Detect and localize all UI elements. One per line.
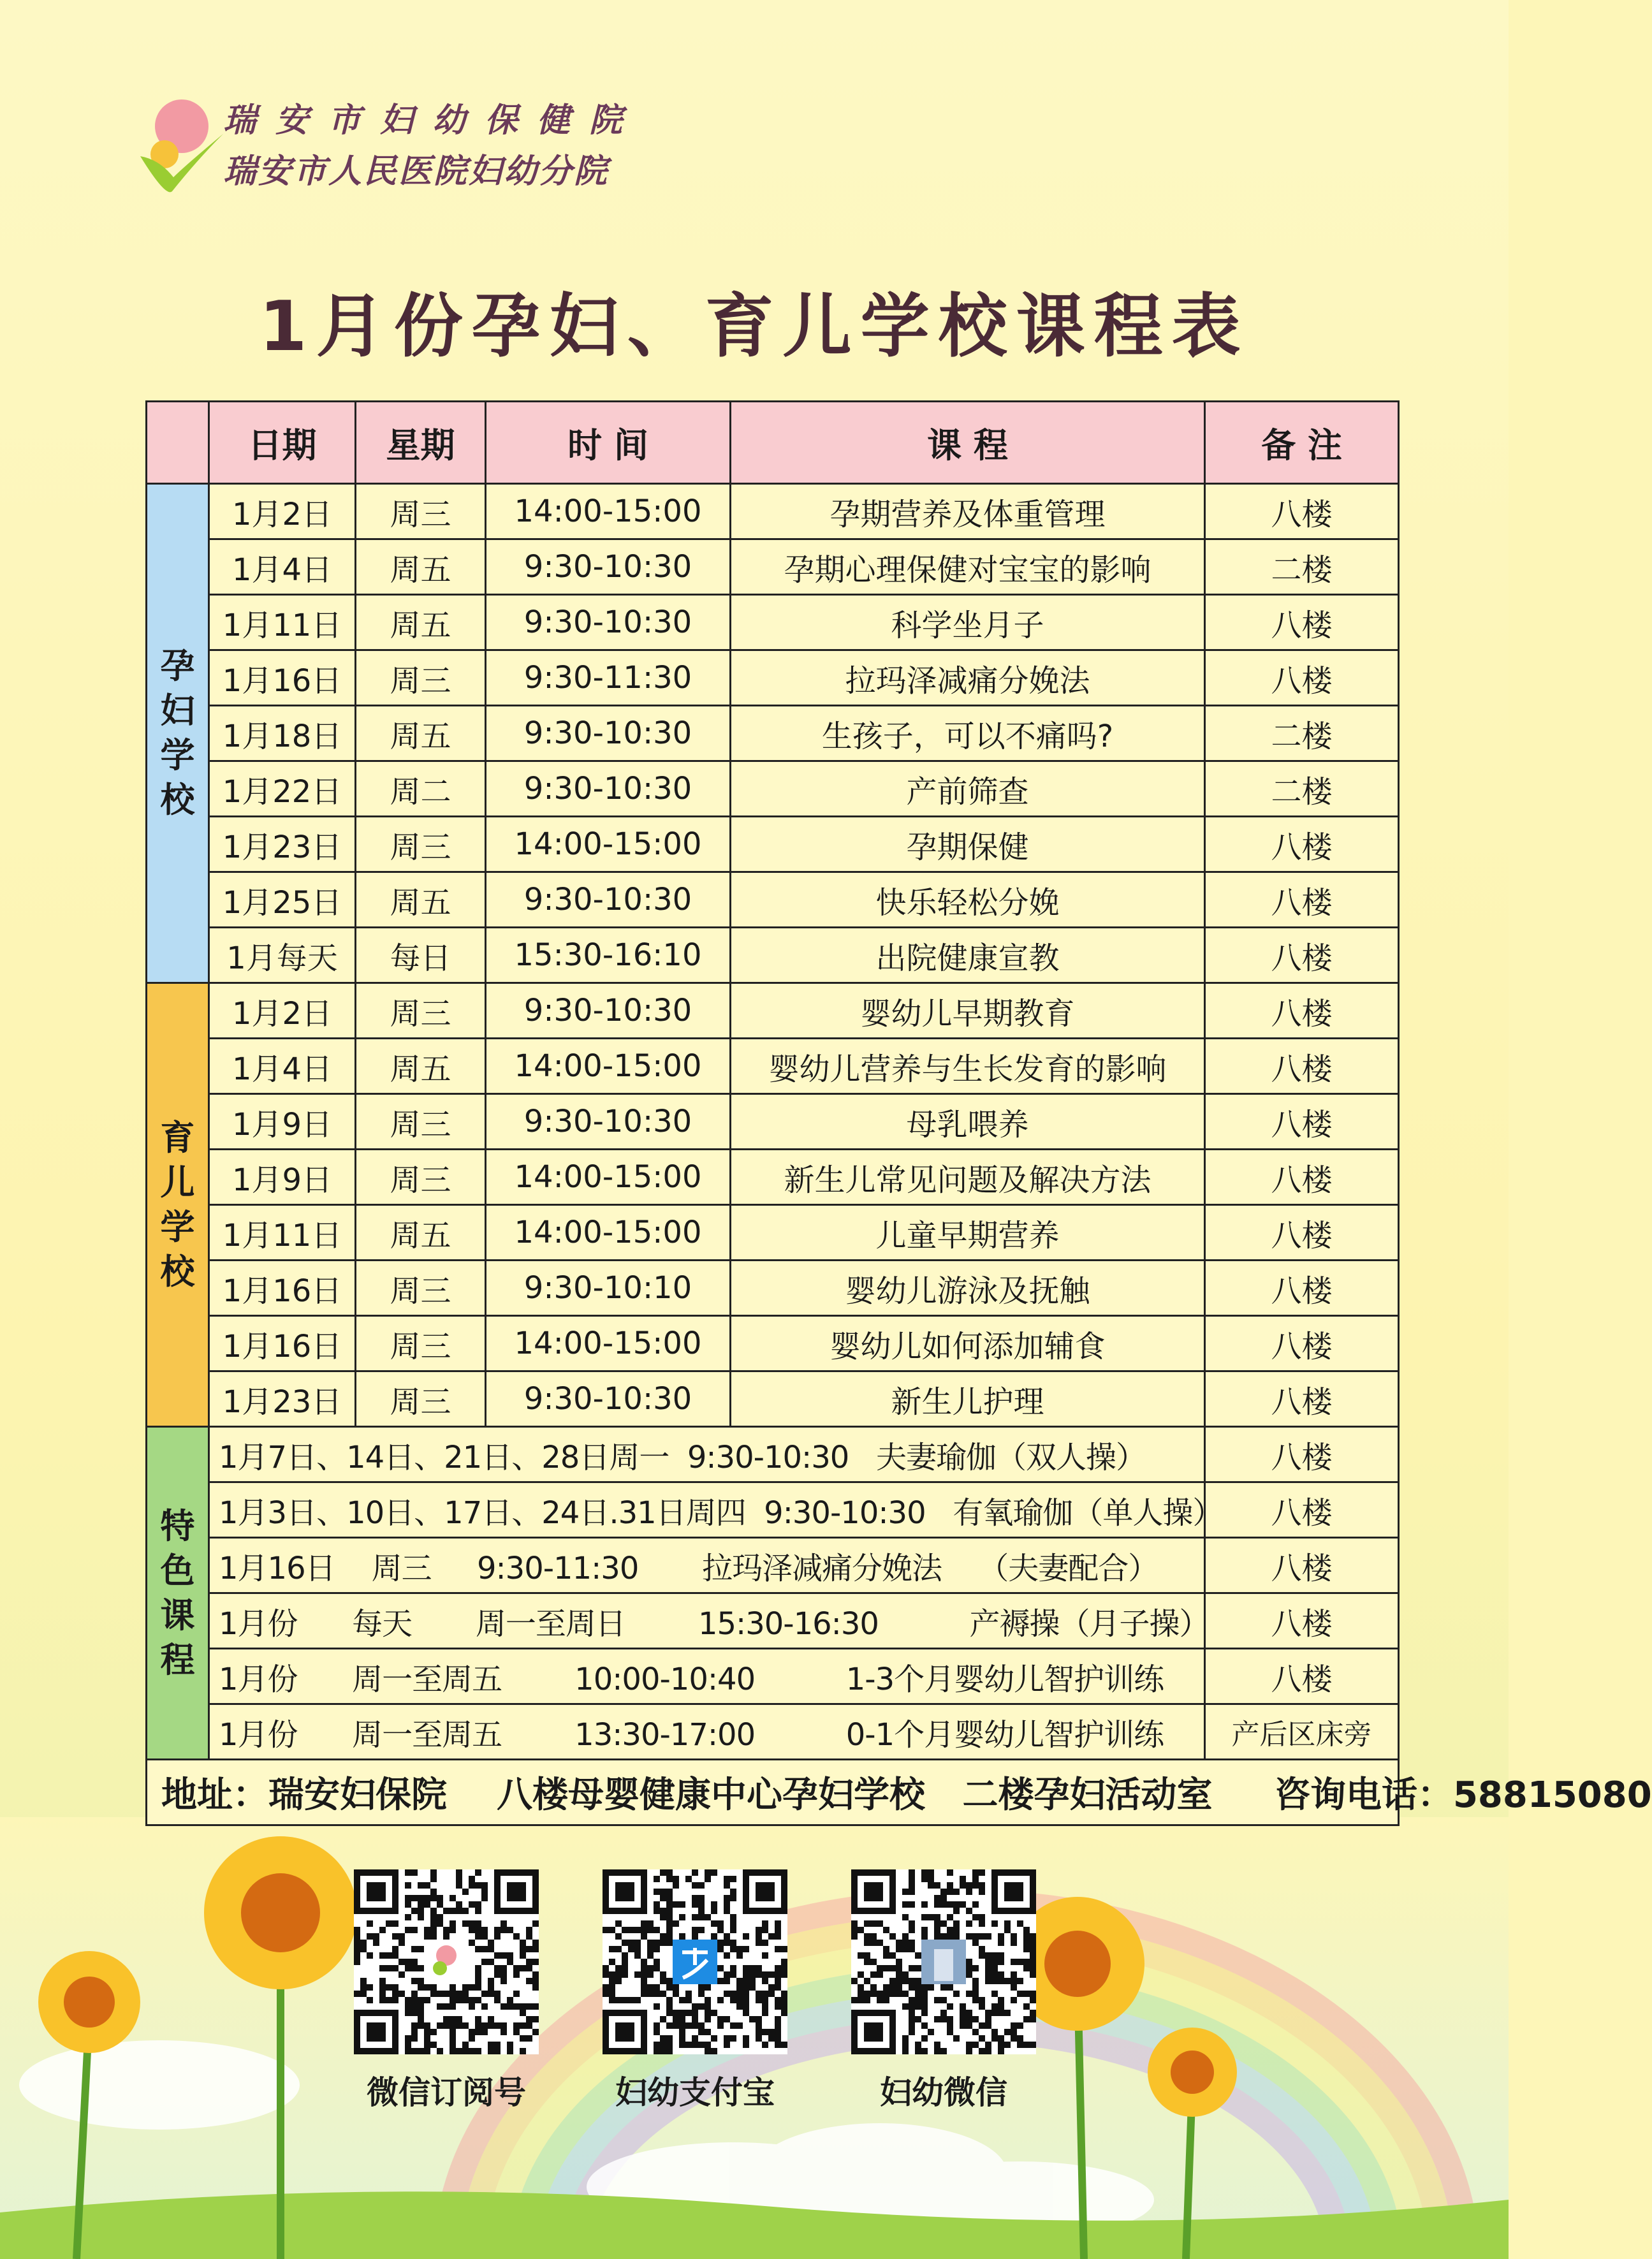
cell-date: 1月11日 xyxy=(209,595,356,650)
cell-date: 1月9日 xyxy=(209,1150,356,1205)
hospital-header xyxy=(128,89,765,204)
cell-course: 孕期营养及体重管理 xyxy=(731,484,1205,539)
cell-date: 1月11日 xyxy=(209,1205,356,1261)
cell-note: 二楼 xyxy=(1205,761,1399,817)
cell-time: 14:00-15:00 xyxy=(486,1150,731,1205)
cell-course: 孕期心理保健对宝宝的影响 xyxy=(731,539,1205,595)
table-row xyxy=(147,1316,1399,1371)
address-row xyxy=(147,1760,1399,1825)
cell-time: 9:30-10:30 xyxy=(486,706,731,761)
cell-weekday: 周三 xyxy=(356,1094,486,1150)
cell-date: 1月23日 xyxy=(209,1371,356,1427)
cell-course: 新生儿护理 xyxy=(731,1371,1205,1427)
cell-note: 八楼 xyxy=(1205,1371,1399,1427)
cell-note: 八楼 xyxy=(1205,1593,1399,1649)
cell-course: 科学坐月子 xyxy=(731,595,1205,650)
cell-note: 八楼 xyxy=(1205,928,1399,983)
cell-time: 14:00-15:00 xyxy=(486,817,731,872)
alipay-qr-code xyxy=(603,1869,787,2054)
table-row xyxy=(147,1538,1399,1593)
cell-date: 1月16日 xyxy=(209,650,356,706)
cell-weekday: 周三 xyxy=(356,650,486,706)
cell-weekday: 周五 xyxy=(356,872,486,928)
table-row xyxy=(147,1150,1399,1205)
table-row xyxy=(147,484,1399,539)
cell-weekday: 每日 xyxy=(356,928,486,983)
cell-note: 产后区床旁 xyxy=(1205,1704,1399,1760)
cell-course: 婴幼儿早期教育 xyxy=(731,983,1205,1039)
cell-note: 八楼 xyxy=(1205,1538,1399,1593)
cell-date: 1月4日 xyxy=(209,1039,356,1094)
cell-date: 1月16日 xyxy=(209,1316,356,1371)
cell-special-course: 1月16日 周三 9:30-11:30 拉玛泽减痛分娩法 （夫妻配合） xyxy=(209,1538,1205,1593)
cell-time: 9:30-10:30 xyxy=(486,1094,731,1150)
cell-note: 八楼 xyxy=(1205,1150,1399,1205)
cell-course: 婴幼儿游泳及抚触 xyxy=(731,1261,1205,1316)
table-row xyxy=(147,928,1399,983)
schedule-body xyxy=(147,402,1652,1825)
table-header-row xyxy=(147,402,1399,484)
wechat-qr-code xyxy=(851,1869,1036,2054)
cell-weekday: 周三 xyxy=(356,1261,486,1316)
page-title: 1月份孕妇、育儿学校课程表 xyxy=(259,287,1250,367)
section-label-special-courses: 特色课程 xyxy=(147,1427,209,1760)
table-row xyxy=(147,1205,1399,1261)
cell-note: 二楼 xyxy=(1205,539,1399,595)
cell-weekday: 周三 xyxy=(356,983,486,1039)
table-row xyxy=(147,761,1399,817)
cell-time: 9:30-10:30 xyxy=(486,983,731,1039)
hospital-name: 瑞安市妇幼保健院 xyxy=(223,101,642,140)
table-row xyxy=(147,1427,1399,1482)
cell-time: 14:00-15:00 xyxy=(486,1205,731,1261)
header-blank xyxy=(147,402,209,484)
cell-special-course: 1月3日、10日、17日、24日.31日周四 9:30-10:30 有氧瑜伽（单人操） xyxy=(209,1482,1205,1538)
cell-weekday: 周五 xyxy=(356,1039,486,1094)
table-row xyxy=(147,650,1399,706)
cell-date: 1月18日 xyxy=(209,706,356,761)
table-row xyxy=(147,1593,1399,1649)
table-row xyxy=(147,817,1399,872)
cell-course: 出院健康宣教 xyxy=(731,928,1205,983)
qr-pattern xyxy=(851,1869,1036,2054)
schedule-table xyxy=(145,400,1652,1826)
table-row xyxy=(147,539,1399,595)
cell-special-course: 1月7日、14日、21日、28日周一 9:30-10:30 夫妻瑜伽（双人操） xyxy=(209,1427,1205,1482)
cell-course: 产前筛查 xyxy=(731,761,1205,817)
header-weekday: 星期 xyxy=(356,402,486,484)
cell-note: 八楼 xyxy=(1205,484,1399,539)
cell-time: 9:30-10:30 xyxy=(486,539,731,595)
section-label-parenting-school: 育儿学校 xyxy=(147,983,209,1427)
cell-course: 婴幼儿营养与生长发育的影响 xyxy=(731,1039,1205,1094)
cell-note: 八楼 xyxy=(1205,1039,1399,1094)
qr-pattern xyxy=(354,1869,539,2054)
table-row xyxy=(147,1094,1399,1150)
qr-pattern xyxy=(603,1869,787,2054)
cell-date: 1月25日 xyxy=(209,872,356,928)
header-date: 日期 xyxy=(209,402,356,484)
qr-label-wechat-subscription: 微信订阅号 xyxy=(367,2074,526,2111)
cell-note: 八楼 xyxy=(1205,595,1399,650)
cell-note: 八楼 xyxy=(1205,1261,1399,1316)
cell-course: 生孩子，可以不痛吗? xyxy=(731,706,1205,761)
cell-note: 八楼 xyxy=(1205,817,1399,872)
table-row xyxy=(147,706,1399,761)
table-row xyxy=(147,595,1399,650)
cell-weekday: 周五 xyxy=(356,1205,486,1261)
cell-date: 1月每天 xyxy=(209,928,356,983)
cell-date: 1月9日 xyxy=(209,1094,356,1150)
table-row xyxy=(147,1649,1399,1704)
hospital-logo-icon xyxy=(128,96,230,198)
cell-date: 1月2日 xyxy=(209,983,356,1039)
qr-code-area xyxy=(0,1869,1509,2112)
cell-course: 孕期保健 xyxy=(731,817,1205,872)
table-row xyxy=(147,872,1399,928)
cell-course: 婴幼儿如何添加辅食 xyxy=(731,1316,1205,1371)
cell-time: 9:30-10:30 xyxy=(486,1371,731,1427)
cell-special-course: 1月份 周一至周五 13:30-17:00 0-1个月婴幼儿智护训练 xyxy=(209,1704,1205,1760)
cell-date: 1月4日 xyxy=(209,539,356,595)
cell-note: 八楼 xyxy=(1205,1649,1399,1704)
cell-weekday: 周三 xyxy=(356,1150,486,1205)
table-row xyxy=(147,983,1399,1039)
cell-note: 八楼 xyxy=(1205,1205,1399,1261)
header-note: 备 注 xyxy=(1205,402,1399,484)
cell-weekday: 周二 xyxy=(356,761,486,817)
address-text: 地址：瑞安妇保院 八楼母婴健康中心孕妇学校 二楼孕妇活动室 咨询电话：58815080 xyxy=(147,1760,1399,1825)
qr-label-alipay: 妇幼支付宝 xyxy=(615,2074,775,2111)
table-row xyxy=(147,1039,1399,1094)
cell-note: 二楼 xyxy=(1205,706,1399,761)
header-time: 时 间 xyxy=(486,402,731,484)
cell-weekday: 周五 xyxy=(356,706,486,761)
cell-note: 八楼 xyxy=(1205,872,1399,928)
wechat-subscription-qr-code xyxy=(354,1869,539,2054)
cell-time: 9:30-10:30 xyxy=(486,761,731,817)
table-row xyxy=(147,1704,1399,1760)
table-row xyxy=(147,1261,1399,1316)
cell-note: 八楼 xyxy=(1205,1427,1399,1482)
cell-time: 14:00-15:00 xyxy=(486,484,731,539)
cell-course: 拉玛泽减痛分娩法 xyxy=(731,650,1205,706)
cell-time: 14:00-15:00 xyxy=(486,1039,731,1094)
table-row xyxy=(147,1482,1399,1538)
section-label-pregnancy-school: 孕妇学校 xyxy=(147,484,209,983)
cell-note: 八楼 xyxy=(1205,650,1399,706)
cell-note: 八楼 xyxy=(1205,1094,1399,1150)
cell-time: 9:30-10:30 xyxy=(486,872,731,928)
cell-weekday: 周三 xyxy=(356,1371,486,1427)
cell-date: 1月16日 xyxy=(209,1261,356,1316)
cell-course: 母乳喂养 xyxy=(731,1094,1205,1150)
header-course: 课 程 xyxy=(731,402,1205,484)
qr-label-wechat: 妇幼微信 xyxy=(880,2074,1007,2111)
cell-weekday: 周五 xyxy=(356,595,486,650)
cell-course: 快乐轻松分娩 xyxy=(731,872,1205,928)
cell-weekday: 周三 xyxy=(356,484,486,539)
cell-time: 14:00-15:00 xyxy=(486,1316,731,1371)
cell-time: 9:30-11:30 xyxy=(486,650,731,706)
cell-weekday: 周三 xyxy=(356,1316,486,1371)
cell-time: 9:30-10:30 xyxy=(486,595,731,650)
cell-course: 新生儿常见问题及解决方法 xyxy=(731,1150,1205,1205)
cell-weekday: 周五 xyxy=(356,539,486,595)
table-row xyxy=(147,1371,1399,1427)
cell-time: 9:30-10:10 xyxy=(486,1261,731,1316)
hospital-subname: 瑞安市人民医院妇幼分院 xyxy=(223,152,610,191)
cell-course: 儿童早期营养 xyxy=(731,1205,1205,1261)
cell-special-course: 1月份 周一至周五 10:00-10:40 1-3个月婴幼儿智护训练 xyxy=(209,1649,1205,1704)
cell-weekday: 周三 xyxy=(356,817,486,872)
cell-note: 八楼 xyxy=(1205,1482,1399,1538)
cell-note: 八楼 xyxy=(1205,1316,1399,1371)
cell-date: 1月22日 xyxy=(209,761,356,817)
cell-date: 1月2日 xyxy=(209,484,356,539)
cell-special-course: 1月份 每天 周一至周日 15:30-16:30 产褥操（月子操） xyxy=(209,1593,1205,1649)
cell-time: 15:30-16:10 xyxy=(486,928,731,983)
cell-date: 1月23日 xyxy=(209,817,356,872)
cell-note: 八楼 xyxy=(1205,983,1399,1039)
